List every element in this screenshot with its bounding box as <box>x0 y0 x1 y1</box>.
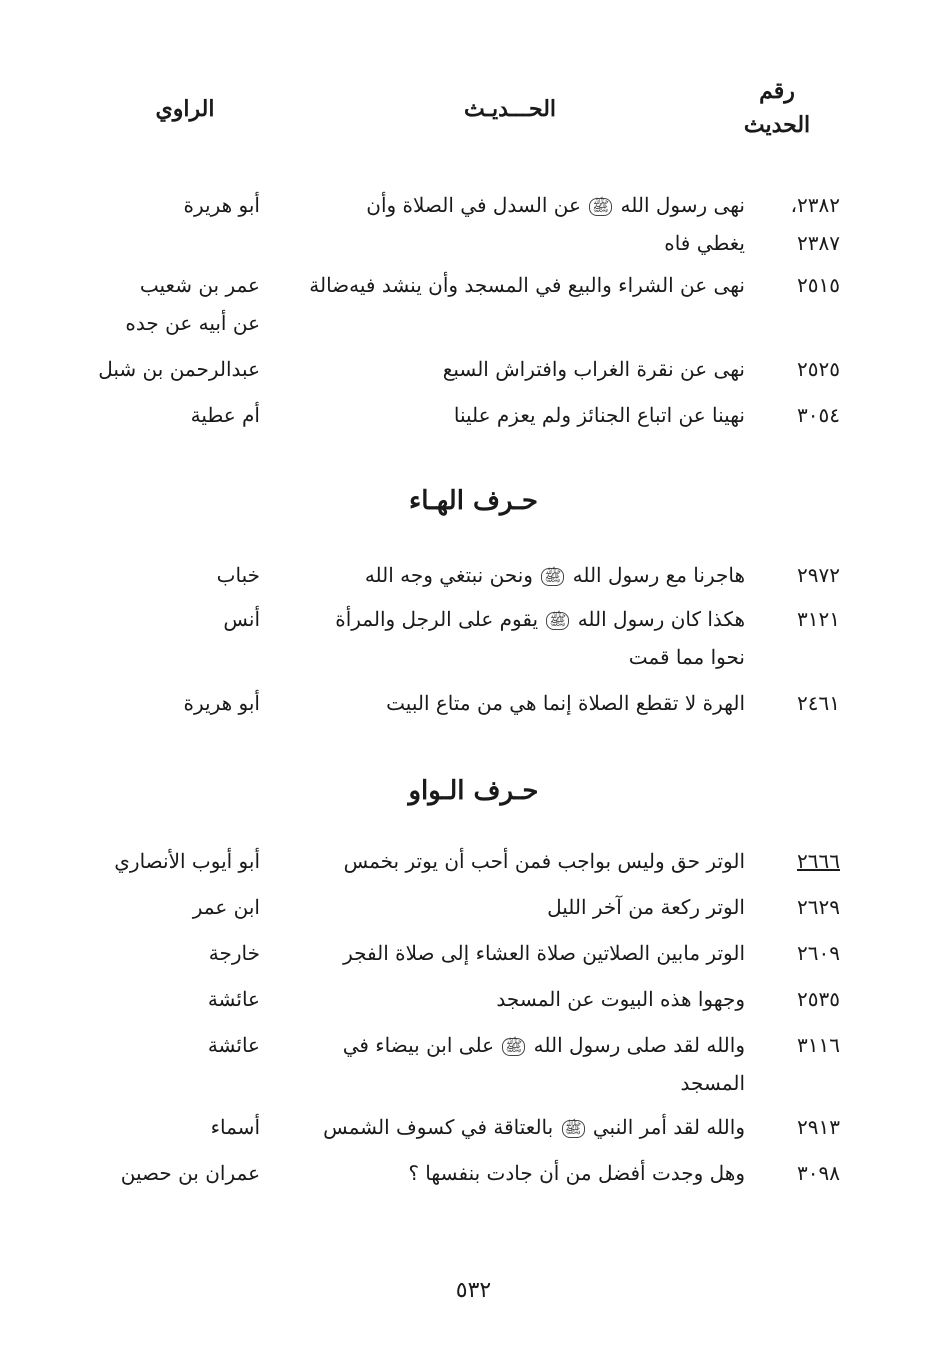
hadith-text-line2: يغطي فاه <box>664 231 745 255</box>
salawat-glyph: ﷺ <box>589 198 612 216</box>
column-header-narrator: الراوي <box>155 96 215 122</box>
hadith-entry <box>60 186 840 262</box>
narrator <box>60 266 260 342</box>
narrator-line1: عمر بن شعيب <box>139 273 260 297</box>
salawat-glyph: ﷺ <box>541 568 564 586</box>
narrator: خارجة <box>208 941 260 965</box>
hadith-text: الهرة لا تقطع الصلاة إنما هي من متاع البيت <box>386 691 745 715</box>
hadith-text-part: والله لقد صلى رسول الله <box>533 1033 745 1057</box>
hadith-number-2: ٢٣٨٧ <box>797 231 840 255</box>
hadith-text-part: نهى رسول الله <box>620 193 745 217</box>
hadith-number-1: ٢٣٨٢، <box>790 193 840 217</box>
salawat-glyph: ﷺ <box>562 1120 585 1138</box>
column-header-number-line1: رقم <box>759 78 795 104</box>
hadith-text-part: هكذا كان رسول الله <box>577 607 745 631</box>
hadith-number: ٢٤٦١ <box>797 691 840 715</box>
hadith-entry <box>60 1026 840 1102</box>
column-header-number-line2: الحديث <box>743 112 811 138</box>
hadith-number: ٢٦٠٩ <box>797 941 840 965</box>
hadith-text-part: يقوم على الرجل والمرأة <box>335 607 539 631</box>
hadith-number: ٢٩٧٢ <box>797 563 840 587</box>
hadith-text: الوتر حق وليس بواجب فمن أحب أن يوتر بخمس <box>343 849 745 873</box>
narrator: أسماء <box>210 1115 260 1139</box>
hadith-number: ٢٦٦٦ <box>797 849 840 873</box>
hadith-entry <box>60 266 840 342</box>
narrator: أبو أيوب الأنصاري <box>114 849 260 873</box>
hadith-text-part: بالعتاقة في كسوف الشمس <box>323 1115 554 1139</box>
hadith-text-part: والله لقد أمر النبي <box>592 1115 745 1139</box>
hadith-text: نهينا عن اتباع الجنائز ولم يعزم علينا <box>453 403 745 427</box>
narrator: أنس <box>223 607 260 631</box>
hadith-text <box>295 600 745 676</box>
column-header-number <box>732 74 822 142</box>
narrator: أم عطية <box>190 403 260 427</box>
hadith-number <box>755 186 840 262</box>
hadith-number: ٢٦٢٩ <box>797 895 840 919</box>
narrator: ابن عمر <box>192 895 260 919</box>
hadith-text-line2: نحوا مما قمت <box>628 645 745 669</box>
narrator: عبدالرحمن بن شبل <box>98 357 260 381</box>
narrator: عائشة <box>207 1033 260 1057</box>
narrator: عائشة <box>207 987 260 1011</box>
hadith-text-part: على ابن بيضاء في <box>342 1033 495 1057</box>
salawat-glyph: ﷺ <box>502 1038 525 1056</box>
narrator: أبو هريرة <box>183 193 260 217</box>
page-number: ٥٣٢ <box>455 1278 492 1303</box>
hadith-text-part: ونحن نبتغي وجه الله <box>364 563 533 587</box>
hadith-text: الوتر مابين الصلاتين صلاة العشاء إلى صلاة الفجر <box>343 941 745 965</box>
hadith-text <box>295 556 745 594</box>
hadith-text: وهل وجدت أفضل من أن جادت بنفسها ؟ <box>408 1161 745 1185</box>
hadith-text-part: هاجرنا مع رسول الله <box>572 563 745 587</box>
hadith-number: ٢٥٣٥ <box>797 987 840 1011</box>
hadith-entry <box>60 600 840 676</box>
hadith-text: نهى عن نقرة الغراب وافتراش السبع <box>442 357 745 381</box>
narrator-line2: عن أبيه عن جده <box>125 311 260 335</box>
narrator: عمران بن حصين <box>120 1161 260 1185</box>
hadith-text-line2: المسجد <box>680 1071 745 1095</box>
hadith-number: ٢٩١٣ <box>797 1115 840 1139</box>
hadith-number: ٢٥٢٥ <box>797 357 840 381</box>
narrator: خباب <box>216 563 260 587</box>
hadith-text: وجهوا هذه البيوت عن المسجد <box>496 987 745 1011</box>
hadith-text <box>295 1026 745 1102</box>
hadith-number: ٣٠٩٨ <box>797 1161 840 1185</box>
hadith-number: ٣١٢١ <box>797 607 840 631</box>
hadith-text <box>295 186 745 262</box>
section-title-waw: حـرف الـواو <box>408 776 539 806</box>
hadith-text-part: عن السدل في الصلاة وأن <box>366 193 581 217</box>
column-header-hadith: الحـــديـث <box>463 96 557 122</box>
hadith-text <box>295 1108 745 1146</box>
hadith-number: ٣٠٥٤ <box>797 403 840 427</box>
section-title-ha: حـرف الهـاء <box>409 486 538 516</box>
hadith-text: نهى عن الشراء والبيع في المسجد وأن ينشد فيه‌ضالة <box>309 273 745 297</box>
hadith-text: الوتر ركعة من آخر الليل <box>547 895 745 919</box>
narrator: أبو هريرة <box>183 691 260 715</box>
salawat-glyph: ﷺ <box>546 612 569 630</box>
hadith-number: ٢٥١٥ <box>797 273 840 297</box>
hadith-number: ٣١١٦ <box>797 1033 840 1057</box>
